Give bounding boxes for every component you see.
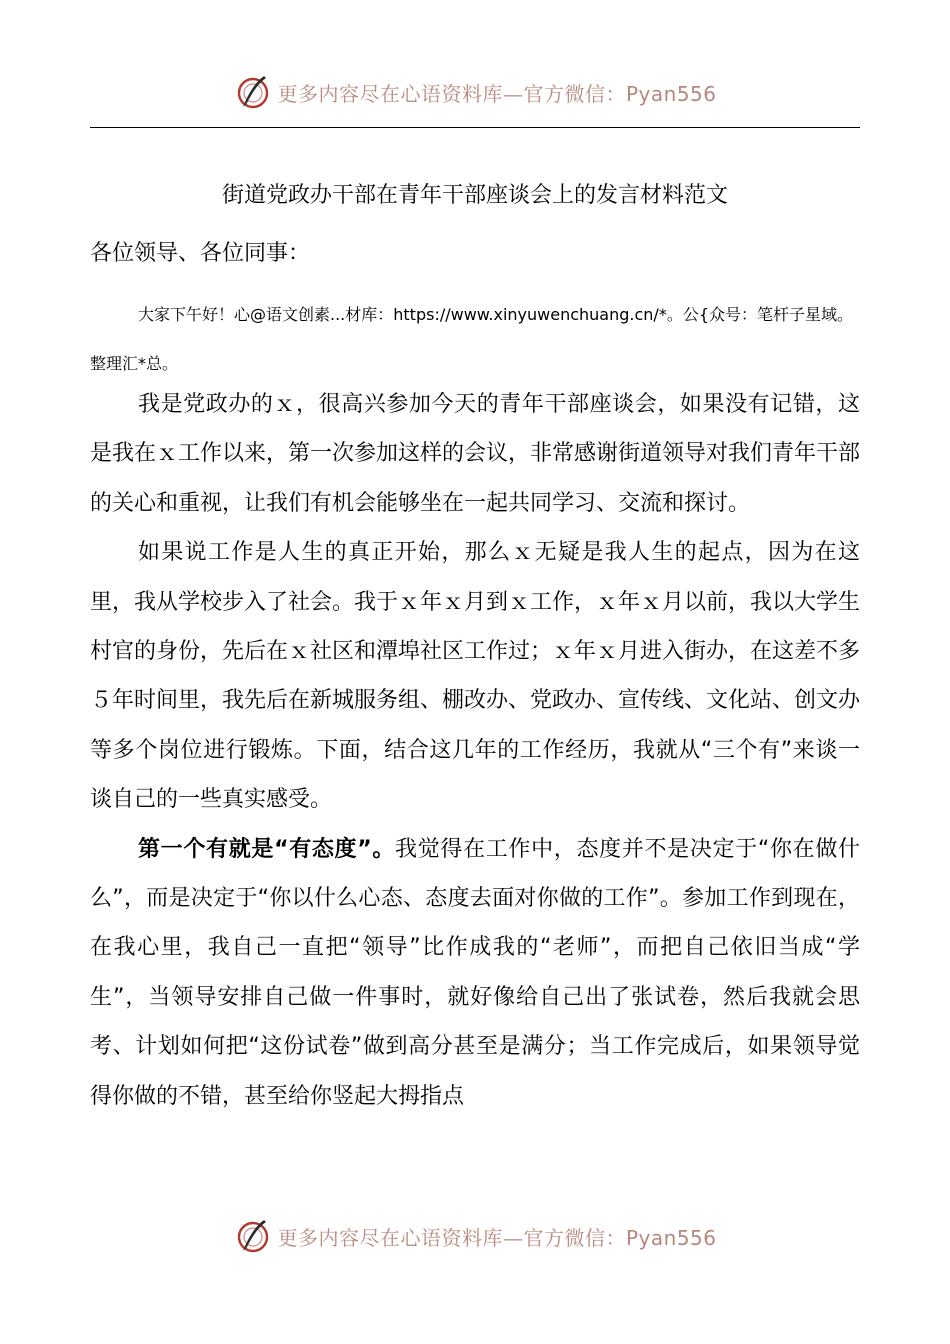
document-title: 街道党政办干部在青年干部座谈会上的发言材料范文 xyxy=(221,183,728,208)
brand-slogan xyxy=(277,78,716,107)
brand-slogan-text: 更多内容尽在心语资料库—官方微信： xyxy=(277,1225,626,1250)
footer-brand xyxy=(0,1214,950,1258)
paragraph-text: 如果说工作是人生的真正开始，那么ｘ无疑是我人生的起点，因为在这里，我从学校步入了社会。我于ｘ年ｘ月到ｘ工作，ｘ年ｘ月以前，我以大学生村官的身份，先后在ｘ社区和潭埠社区工作过；ｘ年ｘ月进入街办，在这差不多５年时间里，我先后在新城服务组、棚改办、党政办、宣传线、文化站、创文办等多个岗位进行锻炼。下面，结合这几年的工作经历，我就从“三个有”来谈一谈自己的一些真实感受。 xyxy=(90,540,861,813)
paragraph-text: 我觉得在工作中，态度并不是决定于“你在做什么”，而是决定于“你以什么心态、态度去面对你做的工作”。参加工作到现在，在我心里，我自己一直把“领导”比作成我的“老师”，而把自己依旧当成“学生”，当领导安排自己做一件事时，就好像给自己出了张试卷，然后我就会思考、计划如何把“这份试卷”做到高分甚至是满分；当工作完成后，如果领导觉得你做的不错，甚至给你竖起大拇指点 xyxy=(90,836,860,1109)
source-note: 大家下午好！心@语文创素...材库：https://www.xinyuwenchuang.cn/*。公{众号：笔杆子星域。整理汇*总。 xyxy=(90,305,853,373)
paragraph xyxy=(90,528,860,824)
document-body xyxy=(90,380,860,1121)
paragraph-lead: 第一个有就是“有态度”。 xyxy=(138,836,396,862)
wechat-id: Pyan556 xyxy=(625,81,717,106)
paragraph xyxy=(90,380,860,528)
paragraph xyxy=(90,825,860,1121)
quill-logo-icon xyxy=(233,1216,273,1256)
wechat-id: Pyan556 xyxy=(625,1225,717,1250)
header-divider xyxy=(90,127,860,128)
paragraph-text: 我是党政办的ｘ，很高兴参加今天的青年干部座谈会，如果没有记错，这是我在ｘ工作以来，第一次参加这样的会议，非常感谢街道领导对我们青年干部的关心和重视，让我们有机会能够坐在一起共同学习、交流和探讨。 xyxy=(90,392,861,516)
header-brand xyxy=(0,70,950,114)
brand-slogan-text: 更多内容尽在心语资料库—官方微信： xyxy=(277,81,626,106)
brand-slogan xyxy=(277,1222,716,1251)
salutation: 各位领导、各位同事： xyxy=(90,241,311,266)
quill-logo-icon xyxy=(233,72,273,112)
